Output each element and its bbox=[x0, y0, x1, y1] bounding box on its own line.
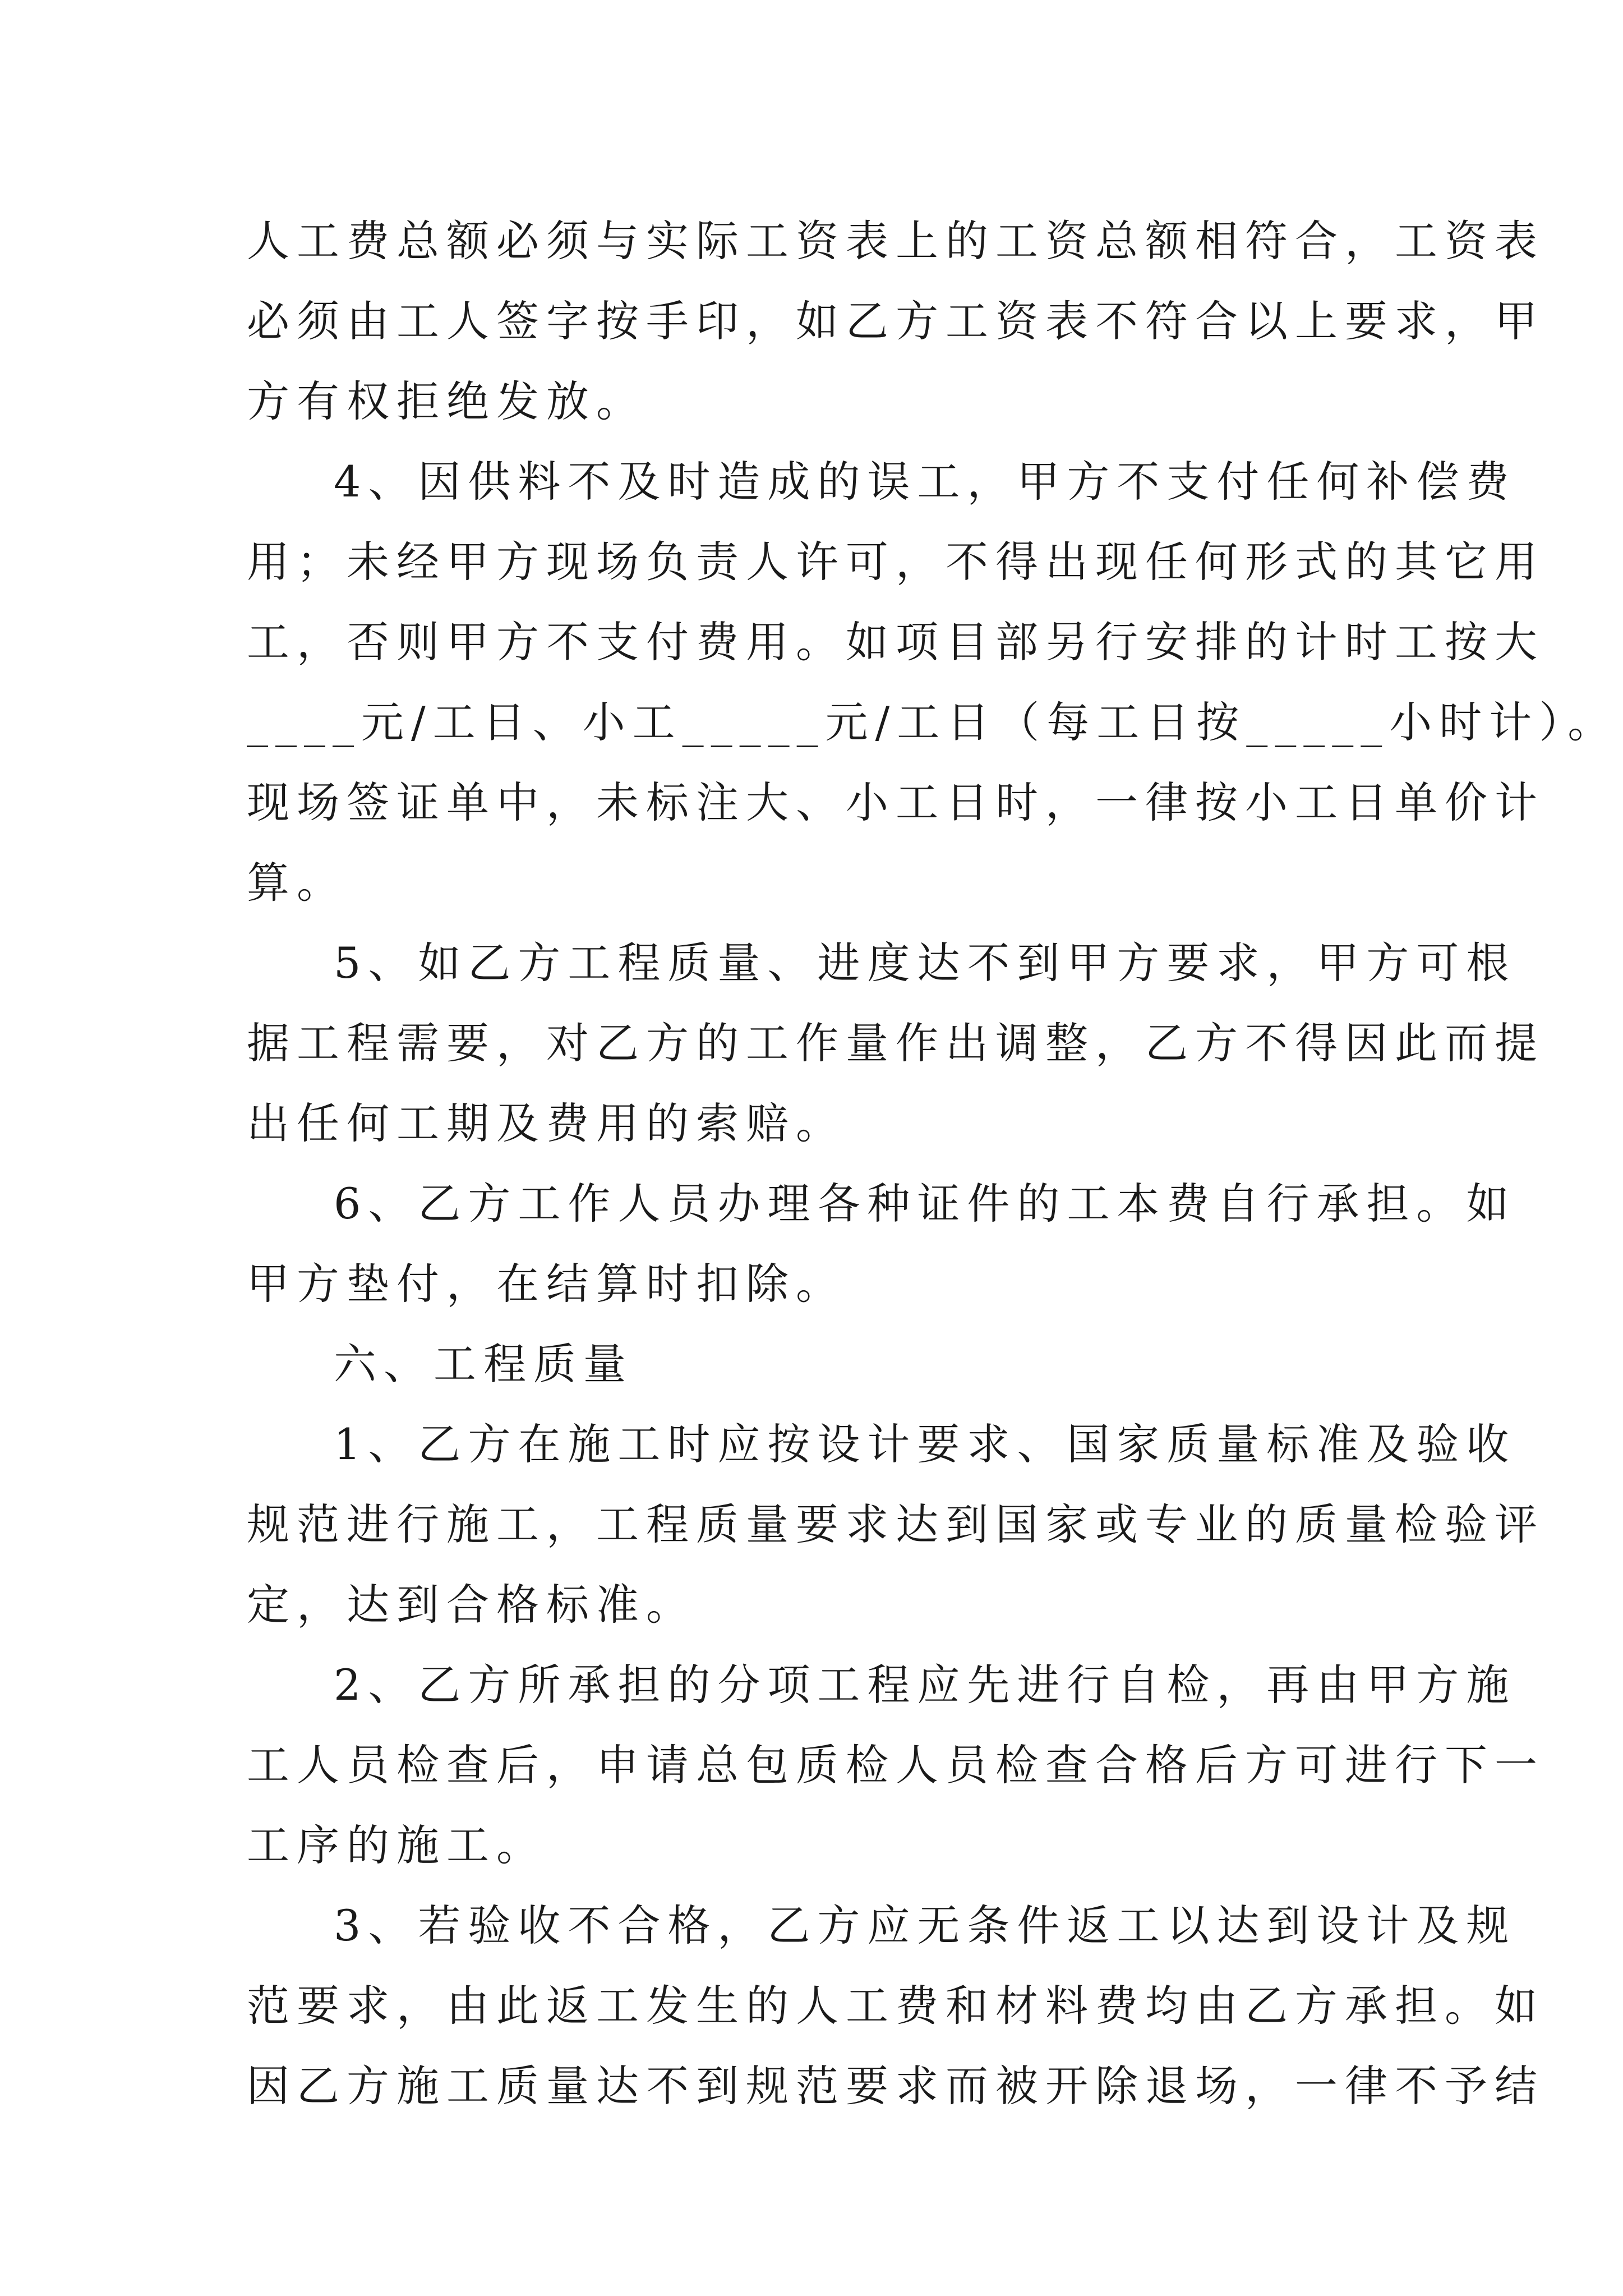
text-line: 3、若验收不合格，乙方应无条件返工以达到设计及规 bbox=[334, 1901, 1516, 1950]
text-line: 工人员检查后，申请总包质检人员检查合格后方可进行下一 bbox=[247, 1740, 1544, 1790]
text-line: ____元/工日、小工_____元/工日（每工日按_____小时计）。 bbox=[247, 697, 1618, 747]
text-line: 4、因供料不及时造成的误工，甲方不支付任何补偿费 bbox=[334, 457, 1516, 507]
text-line: 规范进行施工，工程质量要求达到国家或专业的质量检验评 bbox=[247, 1499, 1544, 1549]
section-heading: 六、工程质量 bbox=[334, 1339, 633, 1389]
text-line: 5、如乙方工程质量、进度达不到甲方要求，甲方可根 bbox=[334, 938, 1516, 988]
text-line: 1、乙方在施工时应按设计要求、国家质量标准及验收 bbox=[334, 1419, 1516, 1469]
text-line: 工，否则甲方不支付费用。如项目部另行安排的计时工按大 bbox=[247, 617, 1544, 667]
text-line: 方有权拒绝发放。 bbox=[247, 376, 646, 426]
text-line: 甲方垫付，在结算时扣除。 bbox=[247, 1259, 846, 1309]
text-line: 2、乙方所承担的分项工程应先进行自检，再由甲方施 bbox=[334, 1660, 1516, 1710]
text-line: 算。 bbox=[247, 858, 347, 908]
text-line: 范要求，由此返工发生的人工费和材料费均由乙方承担。如 bbox=[247, 1981, 1544, 2031]
text-line: 定，达到合格标准。 bbox=[247, 1580, 696, 1630]
text-line: 据工程需要，对乙方的工作量作出调整，乙方不得因此而提 bbox=[247, 1018, 1544, 1068]
text-line: 工序的施工。 bbox=[247, 1820, 546, 1870]
text-line: 现场签证单中，未标注大、小工日时，一律按小工日单价计 bbox=[247, 777, 1544, 827]
text-line: 人工费总额必须与实际工资表上的工资总额相符合，工资表 bbox=[247, 216, 1544, 266]
text-line: 因乙方施工质量达不到规范要求而被开除退场，一律不予结 bbox=[247, 2061, 1544, 2111]
text-line: 出任何工期及费用的索赔。 bbox=[247, 1098, 846, 1148]
text-line: 6、乙方工作人员办理各种证件的工本费自行承担。如 bbox=[334, 1179, 1516, 1228]
text-line: 用；未经甲方现场负责人许可，不得出现任何形式的其它用 bbox=[247, 537, 1544, 587]
text-line: 必须由工人签字按手印，如乙方工资表不符合以上要求，甲 bbox=[247, 296, 1544, 346]
